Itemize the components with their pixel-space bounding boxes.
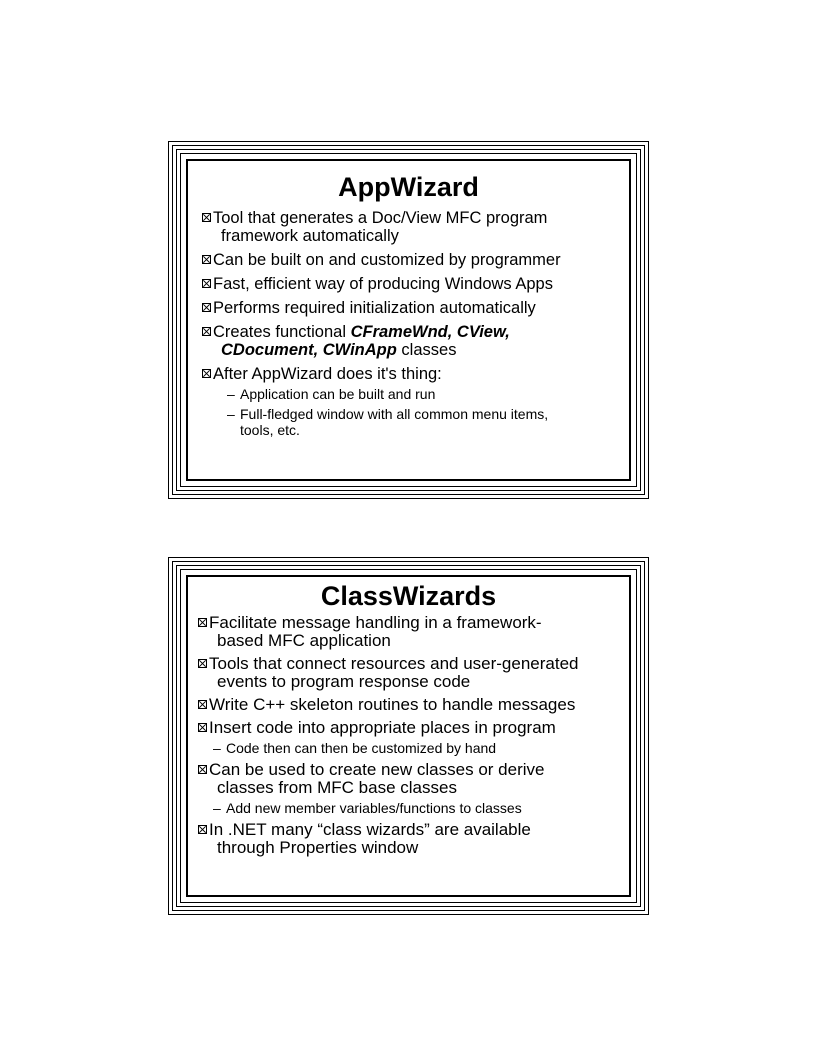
bullet-item: Creates functional CFrameWnd, CView, CDocument, CWinApp classes	[202, 323, 629, 359]
bullet-item: Fast, efficient way of producing Windows Apps	[202, 275, 629, 293]
bullet-item: Insert code into appropriate places in program – Code then can then be customized by hand	[198, 719, 629, 756]
slide-title: ClassWizards	[320, 581, 497, 611]
checkbox-bullet-icon	[202, 213, 211, 222]
checkbox-bullet-icon	[198, 700, 207, 709]
checkbox-bullet-icon	[202, 279, 211, 288]
dash-bullet: –	[213, 800, 221, 816]
dash-bullet: –	[227, 406, 235, 422]
sub-bullet-item: – Add new member variables/functions to classes	[213, 800, 522, 816]
checkbox-bullet-icon	[202, 327, 211, 336]
bullet-item: Can be built on and customized by programmer	[202, 251, 629, 269]
checkbox-bullet-icon	[198, 825, 207, 834]
bullet-item: After AppWizard does it's thing: – Application can be built and run – Full-fledged window with all common menu items, tools, etc.	[202, 365, 629, 438]
slide-content	[188, 161, 629, 479]
checkbox-bullet-icon	[198, 618, 207, 627]
sub-bullet-item: – Full-fledged window with all common menu items, tools, etc.	[227, 406, 549, 438]
slide-appwizard	[168, 141, 649, 499]
checkbox-bullet-icon	[198, 723, 207, 732]
sub-bullet-list	[209, 740, 629, 756]
bullet-list	[202, 209, 629, 438]
bullet-item: Tool that generates a Doc/View MFC program framework automatically	[202, 209, 629, 245]
sub-bullet-list	[213, 386, 629, 438]
checkbox-bullet-icon	[202, 303, 211, 312]
slide-content	[188, 577, 629, 895]
sub-bullet-item: – Application can be built and run	[227, 386, 436, 402]
bullet-item: Write C++ skeleton routines to handle messages	[198, 696, 629, 714]
bullet-item: In .NET many “class wizards” are available through Properties window	[198, 821, 629, 857]
slide-title: AppWizard	[338, 172, 479, 202]
dash-bullet: –	[213, 740, 221, 756]
checkbox-bullet-icon	[198, 765, 207, 774]
checkbox-bullet-icon	[202, 369, 211, 378]
bullet-item: Tools that connect resources and user-generated events to program response code	[198, 655, 629, 691]
bullet-item: Can be used to create new classes or derive classes from MFC base classes – Add new member variables/functions to classes	[198, 761, 629, 816]
slide-classwizards	[168, 557, 649, 915]
sub-bullet-list	[209, 800, 629, 816]
checkbox-bullet-icon	[198, 659, 207, 668]
sub-bullet-item: – Code then can then be customized by hand	[213, 740, 497, 756]
dash-bullet: –	[227, 386, 235, 402]
bullet-item: Performs required initialization automatically	[202, 299, 629, 317]
checkbox-bullet-icon	[202, 255, 211, 264]
bullet-list	[198, 614, 629, 857]
bullet-item: Facilitate message handling in a framework- based MFC application	[198, 614, 629, 650]
